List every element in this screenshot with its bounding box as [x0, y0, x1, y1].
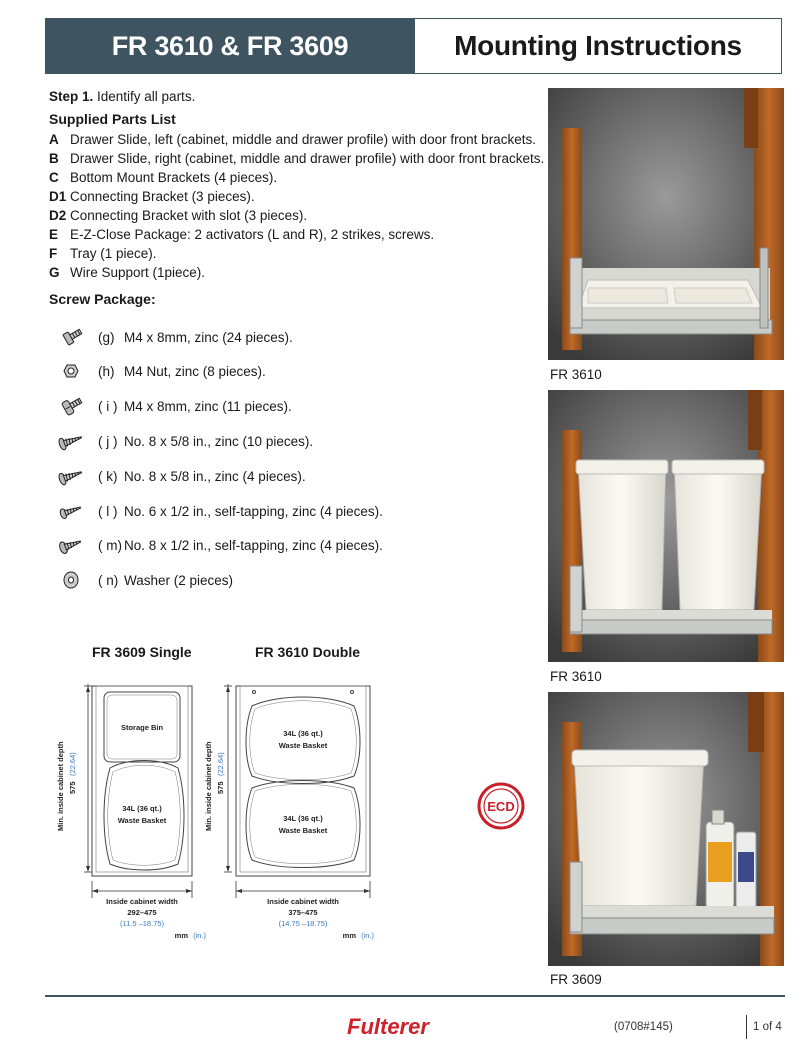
part-item [49, 168, 544, 187]
double-depth-in: (22.64) [216, 752, 225, 776]
product-photo-fr3610-double [548, 390, 784, 662]
part-item [49, 225, 544, 244]
single-depth-mm: 575 [68, 781, 77, 794]
screw-item [56, 430, 313, 452]
screw-item [56, 360, 266, 382]
wood-screw-icon [56, 430, 86, 452]
double-width-mm: 375–475 [288, 908, 318, 917]
wood-screw-icon [56, 465, 86, 487]
double-width-label: Inside cabinet width [267, 897, 339, 906]
washer-icon [56, 569, 86, 591]
diagram-title-double: FR 3610 Double [255, 644, 361, 660]
screw-text: No. 8 x 5/8 in., zinc (4 pieces). [124, 468, 306, 484]
part-item [49, 244, 544, 263]
screw-code: ( l ) [98, 503, 118, 519]
screw-package-title: Screw Package: [49, 291, 156, 307]
part-code: E [49, 227, 59, 242]
screw-item [56, 569, 233, 591]
screw-code: ( i ) [98, 398, 118, 414]
double-bottom-bin-line2: Waste Basket [278, 826, 328, 835]
nut-icon [56, 360, 86, 382]
single-top-bin-label: Storage Bin [120, 723, 164, 732]
screw-text: M4 Nut, zinc (8 pieces). [124, 363, 266, 379]
logo-text: Fulterer [347, 1014, 429, 1039]
supplied-parts-list [49, 130, 544, 282]
part-text: Drawer Slide, right (cabinet, middle and drawer profile) with door front brackets. [70, 151, 545, 166]
double-top-bin-line2: Waste Basket [278, 741, 328, 750]
machine-screw-icon [56, 326, 86, 348]
part-code: C [49, 170, 59, 185]
page-title: Mounting Instructions [454, 30, 742, 61]
single-width-in: (11.5 –18.75) [119, 919, 165, 928]
double-layout-diagram [204, 684, 374, 940]
ecd-badge-icon [476, 781, 526, 831]
double-width-in: (14.75 –18.75) [278, 919, 328, 928]
part-item [49, 149, 544, 168]
photo-caption: FR 3610 [550, 367, 602, 382]
screw-item [56, 326, 293, 348]
single-width-label: Inside cabinet width [106, 897, 178, 906]
part-item [49, 263, 544, 282]
double-units-mm: mm [342, 931, 356, 940]
photo-caption: FR 3610 [550, 669, 602, 684]
screw-text: No. 6 x 1/2 in., self-tapping, zinc (4 pieces). [124, 503, 383, 519]
single-bottom-bin-line1: 34L (36 qt.) [122, 804, 162, 813]
part-item [49, 206, 544, 225]
part-code: G [49, 265, 60, 280]
fulterer-logo [345, 1012, 469, 1042]
screw-code: ( n) [98, 572, 119, 588]
single-depth-label: Min. inside cabinet depth [56, 741, 65, 831]
screw-item [56, 534, 383, 556]
screw-text: No. 8 x 5/8 in., zinc (10 pieces). [124, 433, 314, 449]
self-tapping-screw-icon [56, 534, 86, 556]
double-depth-mm: 575 [216, 781, 225, 794]
screw-text: Washer (2 pieces) [124, 572, 234, 588]
dimension-diagram [48, 676, 378, 946]
screw-text: No. 8 x 1/2 in., self-tapping, zinc (4 pieces). [124, 537, 383, 553]
part-code: D1 [49, 189, 67, 204]
screw-code: ( k) [98, 468, 118, 484]
double-top-bin-line1: 34L (36 qt.) [283, 729, 323, 738]
screw-code: ( j ) [98, 433, 118, 449]
part-text: E-Z-Close Package: 2 activators (L and R), 2 strikes, screws. [70, 227, 435, 242]
single-bottom-bin-line2: Waste Basket [117, 816, 167, 825]
double-units-in: (in.) [361, 931, 374, 940]
single-depth-in: (22.64) [68, 752, 77, 776]
document-code: (0708#145) [614, 1021, 673, 1033]
photo-caption: FR 3609 [550, 972, 602, 987]
model-title: FR 3610 & FR 3609 [111, 30, 349, 61]
header-model-banner [45, 18, 415, 74]
single-units-mm: mm [174, 931, 188, 940]
double-bottom-bin-line1: 34L (36 qt.) [283, 814, 323, 823]
screw-item [56, 395, 292, 417]
step-1-label: Step 1. [49, 89, 94, 104]
product-photo-fr3610-tray [548, 88, 784, 360]
single-layout-diagram [56, 684, 206, 940]
screw-text: M4 x 8mm, zinc (11 pieces). [124, 398, 292, 414]
part-item [49, 130, 544, 149]
machine-screw-icon [56, 395, 86, 417]
part-text: Connecting Bracket with slot (3 pieces). [70, 208, 308, 223]
part-code: A [49, 132, 59, 147]
part-text: Connecting Bracket (3 pieces). [70, 189, 255, 204]
screw-item [56, 500, 383, 522]
screw-text: M4 x 8mm, zinc (24 pieces). [124, 329, 293, 345]
step-1-text: Identify all parts. [93, 89, 196, 104]
diagram-title-single: FR 3609 Single [92, 644, 192, 660]
screw-code: (g) [98, 329, 115, 345]
part-text: Bottom Mount Brackets (4 pieces). [70, 170, 278, 185]
screw-item [56, 465, 306, 487]
step-1 [49, 87, 195, 106]
footer-divider [45, 995, 785, 997]
double-depth-label: Min. inside cabinet depth [204, 741, 213, 831]
screw-code: (h) [98, 363, 115, 379]
part-code: F [49, 246, 58, 261]
part-text: Wire Support (1piece). [70, 265, 206, 280]
single-width-mm: 292–475 [127, 908, 157, 917]
part-text: Drawer Slide, left (cabinet, middle and drawer profile) with door front brackets. [70, 132, 536, 147]
part-code: D2 [49, 208, 67, 223]
product-photo-fr3609-single [548, 692, 784, 966]
self-tapping-screw-icon [56, 500, 86, 522]
part-code: B [49, 151, 59, 166]
footer-separator [746, 1015, 747, 1039]
single-units-in: (in.) [193, 931, 206, 940]
screw-code: ( m) [98, 537, 122, 553]
ecd-badge-text: ECD [487, 799, 515, 814]
page-number: 1 of 4 [753, 1021, 782, 1033]
part-item [49, 187, 544, 206]
supplied-parts-title: Supplied Parts List [49, 111, 176, 127]
part-text: Tray (1 piece). [70, 246, 157, 261]
header-title-box [415, 18, 782, 74]
